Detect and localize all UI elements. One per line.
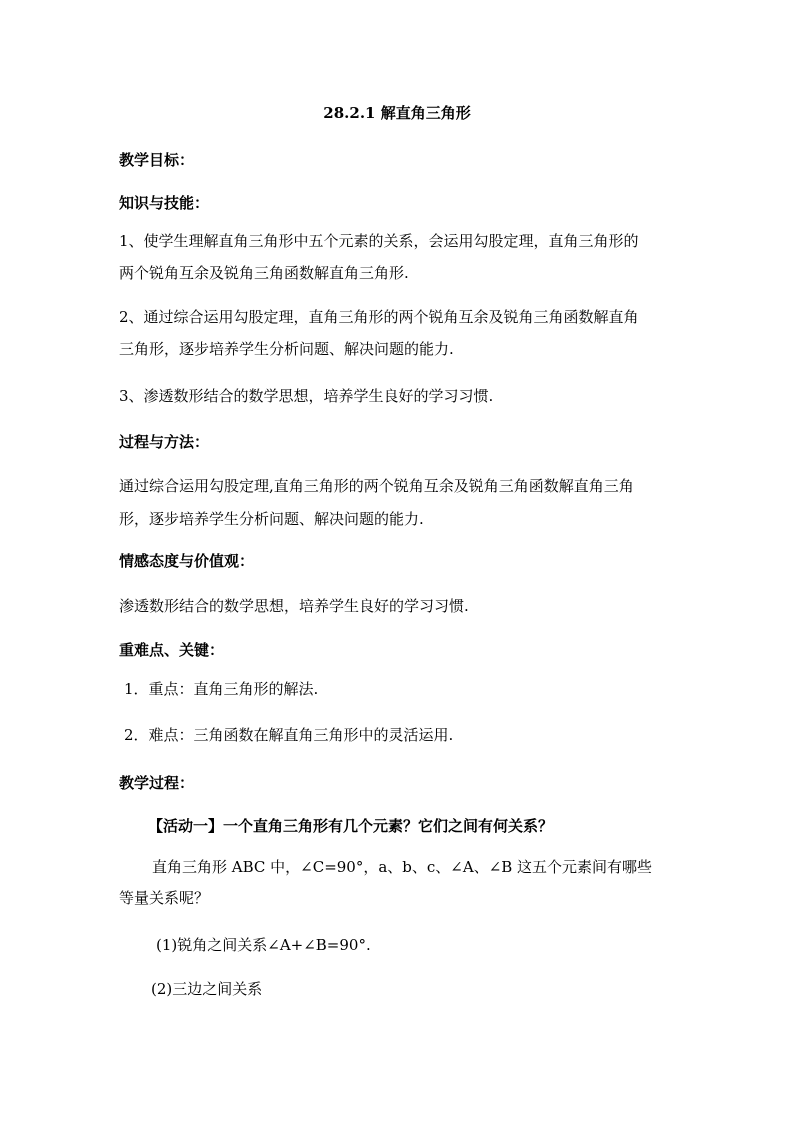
knowledge-item-3: 3、渗透数形结合的数学思想，培养学生良好的学习习惯. — [119, 387, 494, 405]
heading-teaching-process: 教学过程： — [119, 774, 195, 792]
heading-knowledge-skills: 知识与技能： — [119, 194, 210, 212]
activity-text-line-1: 直角三角形 ABC 中，∠C=90°，a、b、c、∠A、∠B 这五个元素间有哪些 — [152, 858, 653, 876]
knowledge-item-2-line-2: 三角形，逐步培养学生分析问题、解决问题的能力. — [119, 340, 454, 358]
knowledge-item-1-line-1: 1、使学生理解直角三角形中五个元素的关系，会运用勾股定理，直角三角形的 — [119, 232, 639, 250]
relation-1: (1)锐角之间关系∠A+∠B=90°. — [156, 936, 371, 954]
attitude-text: 渗透数形结合的数学思想，培养学生良好的学习习惯. — [119, 597, 469, 615]
knowledge-item-2-line-1: 2、通过综合运用勾股定理，直角三角形的两个锐角互余及锐角三角函数解直角 — [119, 308, 639, 326]
document-title: 28.2.1 解直角三角形 — [323, 104, 471, 122]
heading-key-points: 重难点、关键： — [119, 641, 225, 659]
heading-attitude-values: 情感态度与价值观： — [119, 552, 255, 570]
key-point-2: 2．难点：三角函数在解直角三角形中的灵活运用. — [124, 726, 454, 744]
activity-1-heading: 【活动一】一个直角三角形有几个元素？它们之间有何关系？ — [148, 817, 554, 835]
process-text-line-1: 通过综合运用勾股定理,直角三角形的两个锐角互余及锐角三角函数解直角三角 — [119, 477, 634, 495]
process-text-line-2: 形，逐步培养学生分析问题、解决问题的能力. — [119, 510, 424, 528]
heading-teaching-goals: 教学目标： — [119, 151, 195, 169]
heading-process-methods: 过程与方法： — [119, 433, 210, 451]
key-point-1: 1．重点：直角三角形的解法. — [124, 680, 319, 698]
relation-2: (2)三边之间关系 — [151, 980, 263, 998]
knowledge-item-1-line-2: 两个锐角互余及锐角三角函数解直角三角形. — [119, 264, 409, 282]
activity-text-line-2: 等量关系呢？ — [119, 889, 210, 907]
